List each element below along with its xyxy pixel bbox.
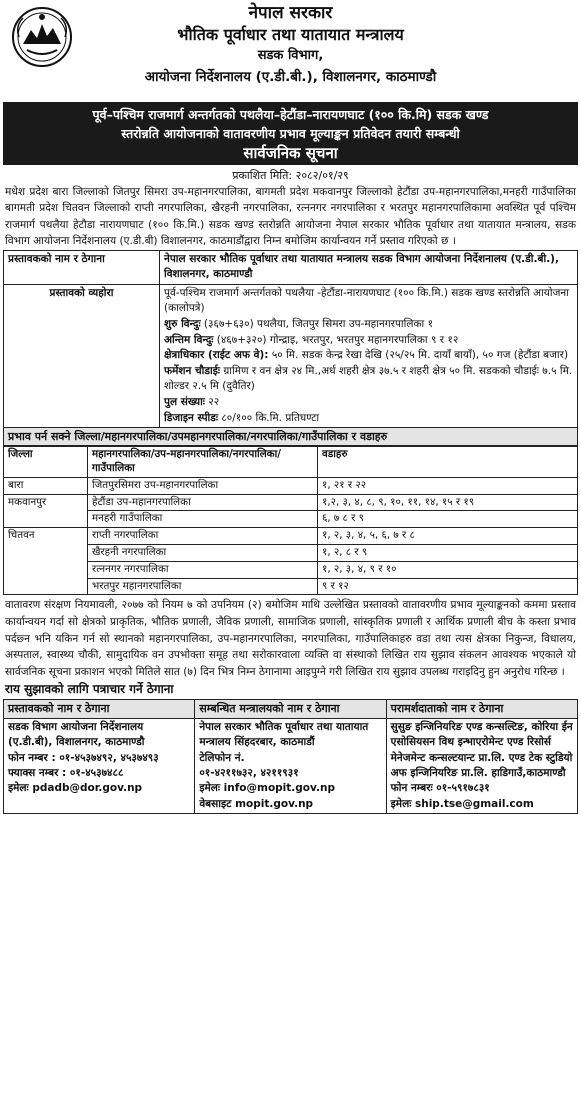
published-date: प्रकाशित मिति: २०८२/०१/२९: [232, 169, 349, 182]
wards-cell: १, २, ३, ४, ९ र १०: [318, 561, 578, 578]
table-row: [4, 511, 578, 528]
ministry-contact-email[interactable]: इमेलः info@mopit.gov.np: [199, 782, 335, 795]
district-cell: [4, 544, 88, 561]
wards-cell: ९ र १२: [318, 578, 578, 595]
proposal-table: [3, 250, 578, 429]
affected-header-row: [4, 447, 578, 478]
details-value: [160, 284, 578, 427]
contacts-table: [3, 699, 578, 814]
district-cell: [4, 578, 88, 595]
formation-width-key: फर्मेशन चौडाईः: [164, 364, 220, 377]
end-point: [164, 333, 573, 349]
details-label: प्रस्तावको व्यहोरा: [4, 284, 160, 427]
ministry-contact-phone-label: टेलिफोन नं.: [199, 751, 245, 764]
consultant-column-header: परामर्शदाताको नाम र ठेगाना: [386, 700, 577, 718]
design-speed-value: ८०/१०० कि.मि. प्रतिघण्टा: [221, 411, 320, 424]
proposer-contact-fax: फ्याक्स नम्बर : ०१-४५३७४८८: [8, 766, 124, 779]
contacts-header-row: [4, 700, 578, 718]
proposer-value: नेपाल सरकार भौतिक पूर्वाधार तथा यातायात मन्त्रालय सडक विभाग आयोजना निर्देशनालय (ए.डी.बी.), विशालनगर, काठमाण्डौ: [160, 250, 578, 284]
title-banner: [3, 102, 578, 165]
district-column-header: जिल्ला: [4, 447, 88, 478]
bridge-count-key: पुल संख्याः: [164, 395, 205, 408]
contacts-body-row: [4, 718, 578, 813]
right-of-way-value: ५० मि. सडक केन्द्र रेखा देखि (२५/२५ मि. दायाँ बायाँ), ५० गज (हेटौंडा बजार): [271, 349, 569, 362]
title-line-1: पूर्व–पश्चिम राजमार्ग अन्तर्गतको पथलैया–हेटौंडा–नारायणघाट (१०० कि.मि) सडक खण्ड: [92, 107, 489, 122]
department-name: सडक विभाग,: [257, 48, 324, 63]
table-row: [4, 477, 578, 494]
consultant-contact-cell: [386, 718, 577, 813]
wards-cell: १, २१ र २२: [318, 477, 578, 494]
nepal-emblem-icon: [11, 6, 73, 68]
government-name: नेपाल सरकार: [248, 3, 333, 23]
table-row: [4, 528, 578, 545]
design-speed: [164, 411, 573, 427]
municipality-cell: खैरहनी नगरपालिका: [88, 544, 318, 561]
ministry-contact-name: नेपाल सरकार भौतिक पूर्वाधार तथा यातायात मन्त्रालय सिंहदरबार, काठमाडौं: [199, 720, 369, 749]
title-line-2: स्तरोन्नति आयोजनाको वातावरणीय प्रभाव मूल्याङ्कन प्रतिवेदन तयारी सम्बन्धी: [121, 126, 460, 141]
start-point: [164, 317, 573, 333]
table-row: [4, 494, 578, 511]
ministry-name: भौतिक पूर्वाधार तथा यातायात मन्त्रालय: [177, 25, 404, 44]
formation-width: [164, 364, 573, 395]
end-point-value: (४६७+३२०) गोन्द्राइ, भरतपुर, भरतपुर महानगरपालिका ९ र १२: [216, 333, 459, 346]
municipality-cell: भरतपुर महानगरपालिका: [88, 578, 318, 595]
start-point-key: शुरु विन्दुः: [164, 318, 201, 330]
ministry-contact-website[interactable]: वेबसाइट mopit.gov.np: [199, 797, 314, 810]
bridge-count: [164, 395, 573, 411]
proposer-contact-phone: फोन नम्बर : ०१-४५३७४९२, ४५३७४९३: [8, 751, 159, 764]
consultant-contact-email[interactable]: इमेलः ship.tse@gmail.com: [390, 797, 534, 810]
office-name: आयोजना निर्देशनालय (ए.डी.बी.), विशालनगर, काठमाण्डौ: [144, 69, 437, 85]
district-cell: [4, 511, 88, 528]
proposer-contact-email[interactable]: इमेलः pdadb@dor.gov.np: [8, 782, 143, 795]
proposer-label: प्रस्तावकको नाम र ठेगाना: [4, 250, 160, 284]
proposer-contact-name: सडक विभाग आयोजना निर्देशनालय (ए.डी.बी), विशालनगर, काठमाण्डौ: [8, 720, 145, 749]
details-intro: पूर्व-पश्चिम राजमार्ग अन्तर्गतको पथलैया -हेटौंडा-नारायणघाट (१०० कि.मि.) सडक खण्ड स्तरोन्नति आयोजना (कालोपत्रे): [164, 286, 569, 315]
district-cell: बारा: [4, 477, 88, 494]
wards-cell: १, २, ८ र ९: [318, 544, 578, 561]
affected-areas-table: [3, 446, 578, 595]
right-of-way: [164, 348, 573, 364]
ministry-column-header: सम्बन्धित मन्त्रालयको नाम र ठेगाना: [195, 700, 386, 718]
details-row: [4, 284, 578, 427]
municipality-cell: हेटौंडा उप-महानगरपालिका: [88, 494, 318, 511]
header: [3, 2, 578, 102]
affected-areas-heading: प्रभाव पर्न सक्ने जिल्ला/महानगरपालिका/उपमहानगरपालिका/नगरपालिका/गाउँपालिका र वडाहरु: [3, 428, 578, 446]
correspondence-heading: राय सुझावको लागि पत्राचार गर्ने ठेगाना: [5, 682, 174, 697]
start-point-value: (३६७+६३०) पथलैया, जितपुर सिमरा उप-महानगरपालिका १: [203, 318, 434, 330]
table-row: [4, 578, 578, 595]
ministry-contact-cell: [195, 718, 386, 813]
design-speed-key: डिजाइन स्पीडः: [164, 411, 218, 424]
municipality-cell: रत्ननगर नगरपालिका: [88, 561, 318, 578]
wards-column-header: वडाहरु: [318, 447, 578, 478]
consultant-contact-phone: फोन नम्बरः ०१-५९१७८३१: [390, 782, 490, 795]
table-row: [4, 544, 578, 561]
municipality-cell: मनहरी गाउँपालिका: [88, 511, 318, 528]
district-cell: [4, 561, 88, 578]
proposer-contact-cell: [4, 718, 195, 813]
wards-cell: १,२, ३, ४, ८, ९, १०, ११, १४, १५ र १९: [318, 494, 578, 511]
intro-paragraph: मधेश प्रदेश बारा जिल्लाको जितपुर सिमरा उप-महानगरपालिका, बागमती प्रदेश मकवानपुर जिल्लाको हेटौंडा उप-महानगरपालिका,मनहरी गाउँपालिका बागमती प्रदेश चितवन जिल्लाको राप्ती नगरपालिका, खैरहनी नगरपालिका, रत्ननगर नगरपालिका र भरतपुर महानगरपालिकामा अवस्थित पूर्व पश्चिम राजमार्ग पथलैया हेटौडा नारायणघाट (१०० कि.मि.) सडक खण्ड स्तरोन्नति आयोजना नेपाल सरकार भौतिक पूर्वाधार तथा यातायात मन्त्रालय, सडक विभाग आयोजना निर्देशनालय (ए.डी.बी) विशालनगर, काठमाडौंद्वारा निम्न बमोजिम कार्यान्वयन गर्ने प्रस्ताव गरिएको छ ।: [5, 186, 576, 248]
end-point-key: अन्तिम विन्दुः: [164, 333, 214, 346]
proposer-column-header: प्रस्तावकको नाम र ठेगाना: [4, 700, 195, 718]
ministry-contact-phone: ०१-४२११७३२, ४२११९३१: [199, 766, 299, 779]
public-notice-heading: सार्वजनिक सूचना: [243, 144, 338, 162]
bridge-count-value: २२: [208, 395, 220, 408]
table-row: [4, 561, 578, 578]
consultant-contact-name: सुसुङ इन्जिनियरिङ एण्ड कन्सल्टिङ, कोरिया ईन एसोसियसन विथ इन्भाएरोमेन्ट एण्ड रिसोर्स मेनेजमेन्ट कन्सल्टयान्ट प्रा.लि. एण्ड टेक स्टुडियो अफ इन्जिनियरिङ प्रा.लि. हाडिगाउँ,काठमाण्डौ: [390, 720, 573, 779]
wards-cell: ६, ७ ८ र ९: [318, 511, 578, 528]
proposer-row: [4, 250, 578, 284]
wards-cell: १, २, ३, ४, ५, ६, ७ र ८: [318, 528, 578, 545]
legal-paragraph: वातावरण संरक्षण नियमावली, २०७७ को नियम ७ को उपनियम (२) बमोजिम माथि उल्लेखित प्रस्तावको वातावरणीय प्रभाव मूल्याङ्कनको कममा प्रस्ताव कार्यान्वयन गर्दा सो क्षेत्रको प्राकृतिक, भौतिक प्रणाली, जैविक प्रणाली, सामाजिक प्रणाली, सांस्कृतिक प्रणाली र आर्थिक प्रणाली बीच के कस्ता प्रभाव पर्दछ्न भनि यकिन गर्न सो स्थानको महानगरपालिका, उप-महानगरपालिका, नगरपालिका, गाउँपालिकाहरु वडा तथा त्यस क्षेत्रका निकुन्ज, विधालय, अस्पताल, स्वास्थ्य चौकी, सामुदायिक वन उपभोक्ता समूह तथा सरोकारवाला व्यक्ति वा संस्थाको लिखित राय सुझाव संकलन आवश्यक भएकाले यो सार्वजनिक सूचना प्रकाशन भएको मितिले सात (७) दिन भित्र निम्न ठेगानामा आइपुग्ने गरी लिखित राय सुझाव उपलब्ध गराइदिनु हुन अनुरोध गरिन्छ ।: [5, 599, 576, 678]
municipality-cell: जितपुरसिमरा उप-महानगरपालिका: [88, 477, 318, 494]
right-of-way-key: क्षेत्राधिकार (राईट अफ वे):: [164, 349, 269, 362]
municipality-cell: राप्ती नगरपालिका: [88, 528, 318, 545]
district-cell: चितवन: [4, 528, 88, 545]
formation-width-value: ग्रामिण र वन क्षेत्र २४ मि.,अर्ध शहरी क्षेत्र ३७.५ र शहरी क्षेत्र ५० मि. सडकको चौडाईः ७.५ मि. शोल्डर २.५ मि (दुवैतिर): [164, 364, 573, 393]
district-cell: मकवानपुर: [4, 494, 88, 511]
municipality-column-header: महानगरपालिका/उप-महानगरपालिका/नगरपालिका/गाउँपालिका: [88, 447, 318, 478]
